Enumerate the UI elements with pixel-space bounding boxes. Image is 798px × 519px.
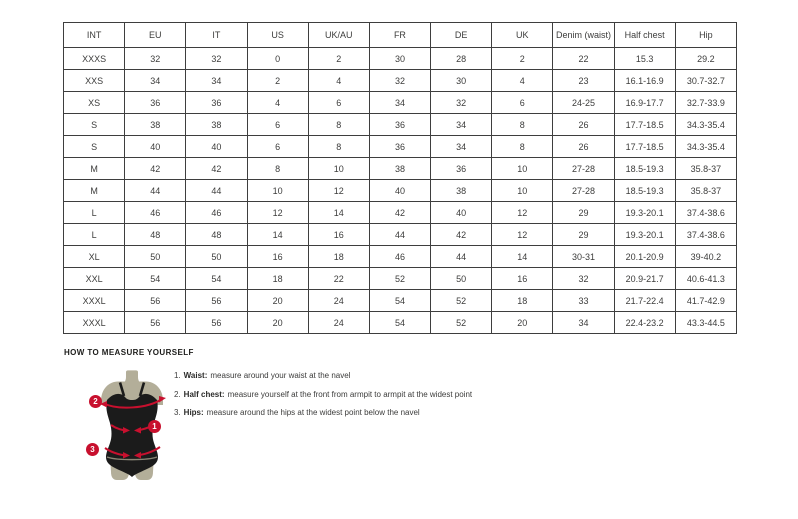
size-cell: 16 (308, 224, 369, 246)
column-header: EU (125, 23, 186, 48)
size-cell: 30 (369, 48, 430, 70)
size-cell: 24-25 (553, 92, 614, 114)
size-cell: 43.3-44.5 (675, 312, 736, 334)
size-cell: 0 (247, 48, 308, 70)
size-cell: 29 (553, 224, 614, 246)
hips-measure-badge: 3 (86, 443, 99, 456)
column-header: IT (186, 23, 247, 48)
size-cell: 14 (247, 224, 308, 246)
size-cell: 39-40.2 (675, 246, 736, 268)
size-cell: 4 (492, 70, 553, 92)
size-cell: 42 (186, 158, 247, 180)
instruction-text: measure yourself at the front from armpit to armpit at the widest point (227, 389, 473, 399)
size-cell: 48 (125, 224, 186, 246)
size-cell: 37.4-38.6 (675, 224, 736, 246)
size-cell: 27-28 (553, 158, 614, 180)
size-cell: 40 (431, 202, 492, 224)
size-cell: 17.7-18.5 (614, 136, 675, 158)
size-cell: 12 (308, 180, 369, 202)
size-cell: 32 (369, 70, 430, 92)
size-cell: 46 (369, 246, 430, 268)
table-row (64, 114, 737, 136)
table-row (64, 48, 737, 70)
size-cell: 36 (369, 136, 430, 158)
size-cell: 34 (553, 312, 614, 334)
size-cell: 19.3-20.1 (614, 202, 675, 224)
column-header: DE (431, 23, 492, 48)
size-cell: 54 (125, 268, 186, 290)
size-cell: XS (64, 92, 125, 114)
size-cell: 8 (492, 114, 553, 136)
size-cell: 56 (186, 290, 247, 312)
table-row (64, 202, 737, 224)
size-cell: 4 (247, 92, 308, 114)
size-cell: 30.7-32.7 (675, 70, 736, 92)
column-header: Hip (675, 23, 736, 48)
size-cell: 18 (308, 246, 369, 268)
size-cell: 12 (492, 224, 553, 246)
size-cell: 18.5-19.3 (614, 180, 675, 202)
size-cell: 56 (125, 290, 186, 312)
instruction-text: measure around the hips at the widest point below the navel (206, 408, 420, 417)
size-cell: 54 (186, 268, 247, 290)
table-row (64, 180, 737, 202)
size-cell: 35.8-37 (675, 180, 736, 202)
size-cell: 29 (553, 202, 614, 224)
size-cell: 42 (369, 202, 430, 224)
size-cell: 16.9-17.7 (614, 92, 675, 114)
instruction-label: Hips: (183, 408, 204, 417)
size-cell: 18 (492, 290, 553, 312)
size-cell: 34 (186, 70, 247, 92)
size-cell: 48 (186, 224, 247, 246)
size-cell: 50 (431, 268, 492, 290)
size-cell: XXXL (64, 312, 125, 334)
size-cell: 41.7-42.9 (675, 290, 736, 312)
size-cell: 16 (247, 246, 308, 268)
size-chart-table (63, 22, 737, 334)
size-cell: 38 (369, 158, 430, 180)
size-cell: XXS (64, 70, 125, 92)
size-cell: 16 (492, 268, 553, 290)
size-cell: 50 (186, 246, 247, 268)
size-cell: 2 (492, 48, 553, 70)
size-cell: 35.8-37 (675, 158, 736, 180)
size-cell: 34 (431, 136, 492, 158)
size-cell: 34 (125, 70, 186, 92)
instruction-number: 1. (174, 371, 181, 380)
size-cell: 34 (369, 92, 430, 114)
size-cell: 40 (125, 136, 186, 158)
instruction-label: Waist: (183, 371, 208, 380)
instruction-number: 2. (174, 389, 181, 399)
table-row (64, 246, 737, 268)
size-cell: XXXS (64, 48, 125, 70)
size-cell: 38 (125, 114, 186, 136)
measurement-figure (84, 368, 170, 484)
column-header: INT (64, 23, 125, 48)
size-cell: 44 (125, 180, 186, 202)
size-cell: 24 (308, 290, 369, 312)
size-cell: 36 (125, 92, 186, 114)
table-body (64, 48, 737, 334)
size-cell: M (64, 158, 125, 180)
measure-instructions (174, 367, 472, 423)
size-cell: 46 (186, 202, 247, 224)
size-cell: 38 (431, 180, 492, 202)
size-cell: 46 (125, 202, 186, 224)
size-cell: M (64, 180, 125, 202)
column-header: UK (492, 23, 553, 48)
size-cell: 37.4-38.6 (675, 202, 736, 224)
size-cell: 8 (247, 158, 308, 180)
size-cell: 40 (186, 136, 247, 158)
size-cell: 29.2 (675, 48, 736, 70)
size-cell: 15.3 (614, 48, 675, 70)
instruction-text: measure around your waist at the navel (210, 371, 351, 380)
size-cell: 36 (431, 158, 492, 180)
size-cell: 32.7-33.9 (675, 92, 736, 114)
size-cell: 28 (431, 48, 492, 70)
size-cell: 22 (553, 48, 614, 70)
size-cell: S (64, 114, 125, 136)
size-cell: 8 (492, 136, 553, 158)
table-row (64, 70, 737, 92)
size-cell: 6 (247, 136, 308, 158)
table-row (64, 268, 737, 290)
size-cell: 32 (553, 268, 614, 290)
size-cell: 20 (492, 312, 553, 334)
size-cell: 8 (308, 136, 369, 158)
size-cell: 36 (186, 92, 247, 114)
size-cell: 8 (308, 114, 369, 136)
size-cell: 40 (369, 180, 430, 202)
size-cell: 24 (308, 312, 369, 334)
size-cell: 2 (247, 70, 308, 92)
size-cell: 52 (431, 312, 492, 334)
size-cell: 26 (553, 136, 614, 158)
size-cell: 17.7-18.5 (614, 114, 675, 136)
size-cell: 56 (186, 312, 247, 334)
size-cell: 42 (125, 158, 186, 180)
size-cell: 44 (186, 180, 247, 202)
size-cell: 38 (186, 114, 247, 136)
header-row (64, 23, 737, 48)
size-cell: 40.6-41.3 (675, 268, 736, 290)
size-cell: 32 (431, 92, 492, 114)
size-cell: S (64, 136, 125, 158)
size-cell: 14 (308, 202, 369, 224)
size-cell: 6 (492, 92, 553, 114)
size-cell: 6 (308, 92, 369, 114)
measure-instruction-half-chest (174, 386, 472, 405)
column-header: US (247, 23, 308, 48)
size-cell: 44 (431, 246, 492, 268)
size-cell: 44 (369, 224, 430, 246)
size-cell: 52 (369, 268, 430, 290)
size-cell: 52 (431, 290, 492, 312)
size-cell: 22.4-23.2 (614, 312, 675, 334)
size-cell: 14 (492, 246, 553, 268)
size-cell: XXXL (64, 290, 125, 312)
size-cell: 10 (492, 180, 553, 202)
size-cell: 10 (492, 158, 553, 180)
size-cell: 50 (125, 246, 186, 268)
size-cell: 10 (247, 180, 308, 202)
size-cell: 34.3-35.4 (675, 114, 736, 136)
size-cell: 54 (369, 312, 430, 334)
size-cell: 36 (369, 114, 430, 136)
size-cell: 33 (553, 290, 614, 312)
column-header: Denim (waist) (553, 23, 614, 48)
size-cell: 16.1-16.9 (614, 70, 675, 92)
instruction-number: 3. (174, 408, 181, 417)
size-cell: 2 (308, 48, 369, 70)
chest-measure-badge: 2 (89, 395, 102, 408)
size-cell: 12 (247, 202, 308, 224)
size-cell: 12 (492, 202, 553, 224)
measure-instruction-hips (174, 404, 472, 423)
instruction-label: Half chest: (183, 389, 225, 399)
size-chart-header (64, 23, 737, 48)
waist-measure-badge: 1 (148, 420, 161, 433)
size-cell: L (64, 224, 125, 246)
size-cell: 18 (247, 268, 308, 290)
size-cell: 21.7-22.4 (614, 290, 675, 312)
size-cell: 30-31 (553, 246, 614, 268)
size-cell: 20 (247, 290, 308, 312)
size-cell: 27-28 (553, 180, 614, 202)
size-cell: 10 (308, 158, 369, 180)
size-cell: L (64, 202, 125, 224)
size-cell: 22 (308, 268, 369, 290)
size-cell: 19.3-20.1 (614, 224, 675, 246)
size-cell: XXL (64, 268, 125, 290)
table-row (64, 312, 737, 334)
size-cell: 32 (186, 48, 247, 70)
measure-section-title: HOW TO MEASURE YOURSELF (64, 348, 194, 357)
size-cell: XL (64, 246, 125, 268)
column-header: UK/AU (308, 23, 369, 48)
size-cell: 32 (125, 48, 186, 70)
size-cell: 34.3-35.4 (675, 136, 736, 158)
column-header: Half chest (614, 23, 675, 48)
size-cell: 20.9-21.7 (614, 268, 675, 290)
table-row (64, 158, 737, 180)
size-cell: 20.1-20.9 (614, 246, 675, 268)
size-cell: 54 (369, 290, 430, 312)
table-row (64, 92, 737, 114)
table-row (64, 290, 737, 312)
size-cell: 34 (431, 114, 492, 136)
size-cell: 30 (431, 70, 492, 92)
size-cell: 56 (125, 312, 186, 334)
table-row (64, 224, 737, 246)
size-cell: 26 (553, 114, 614, 136)
table-row (64, 136, 737, 158)
column-header: FR (369, 23, 430, 48)
size-cell: 4 (308, 70, 369, 92)
size-cell: 6 (247, 114, 308, 136)
size-cell: 42 (431, 224, 492, 246)
size-cell: 20 (247, 312, 308, 334)
size-cell: 18.5-19.3 (614, 158, 675, 180)
measure-instruction-waist (174, 367, 472, 386)
size-cell: 23 (553, 70, 614, 92)
